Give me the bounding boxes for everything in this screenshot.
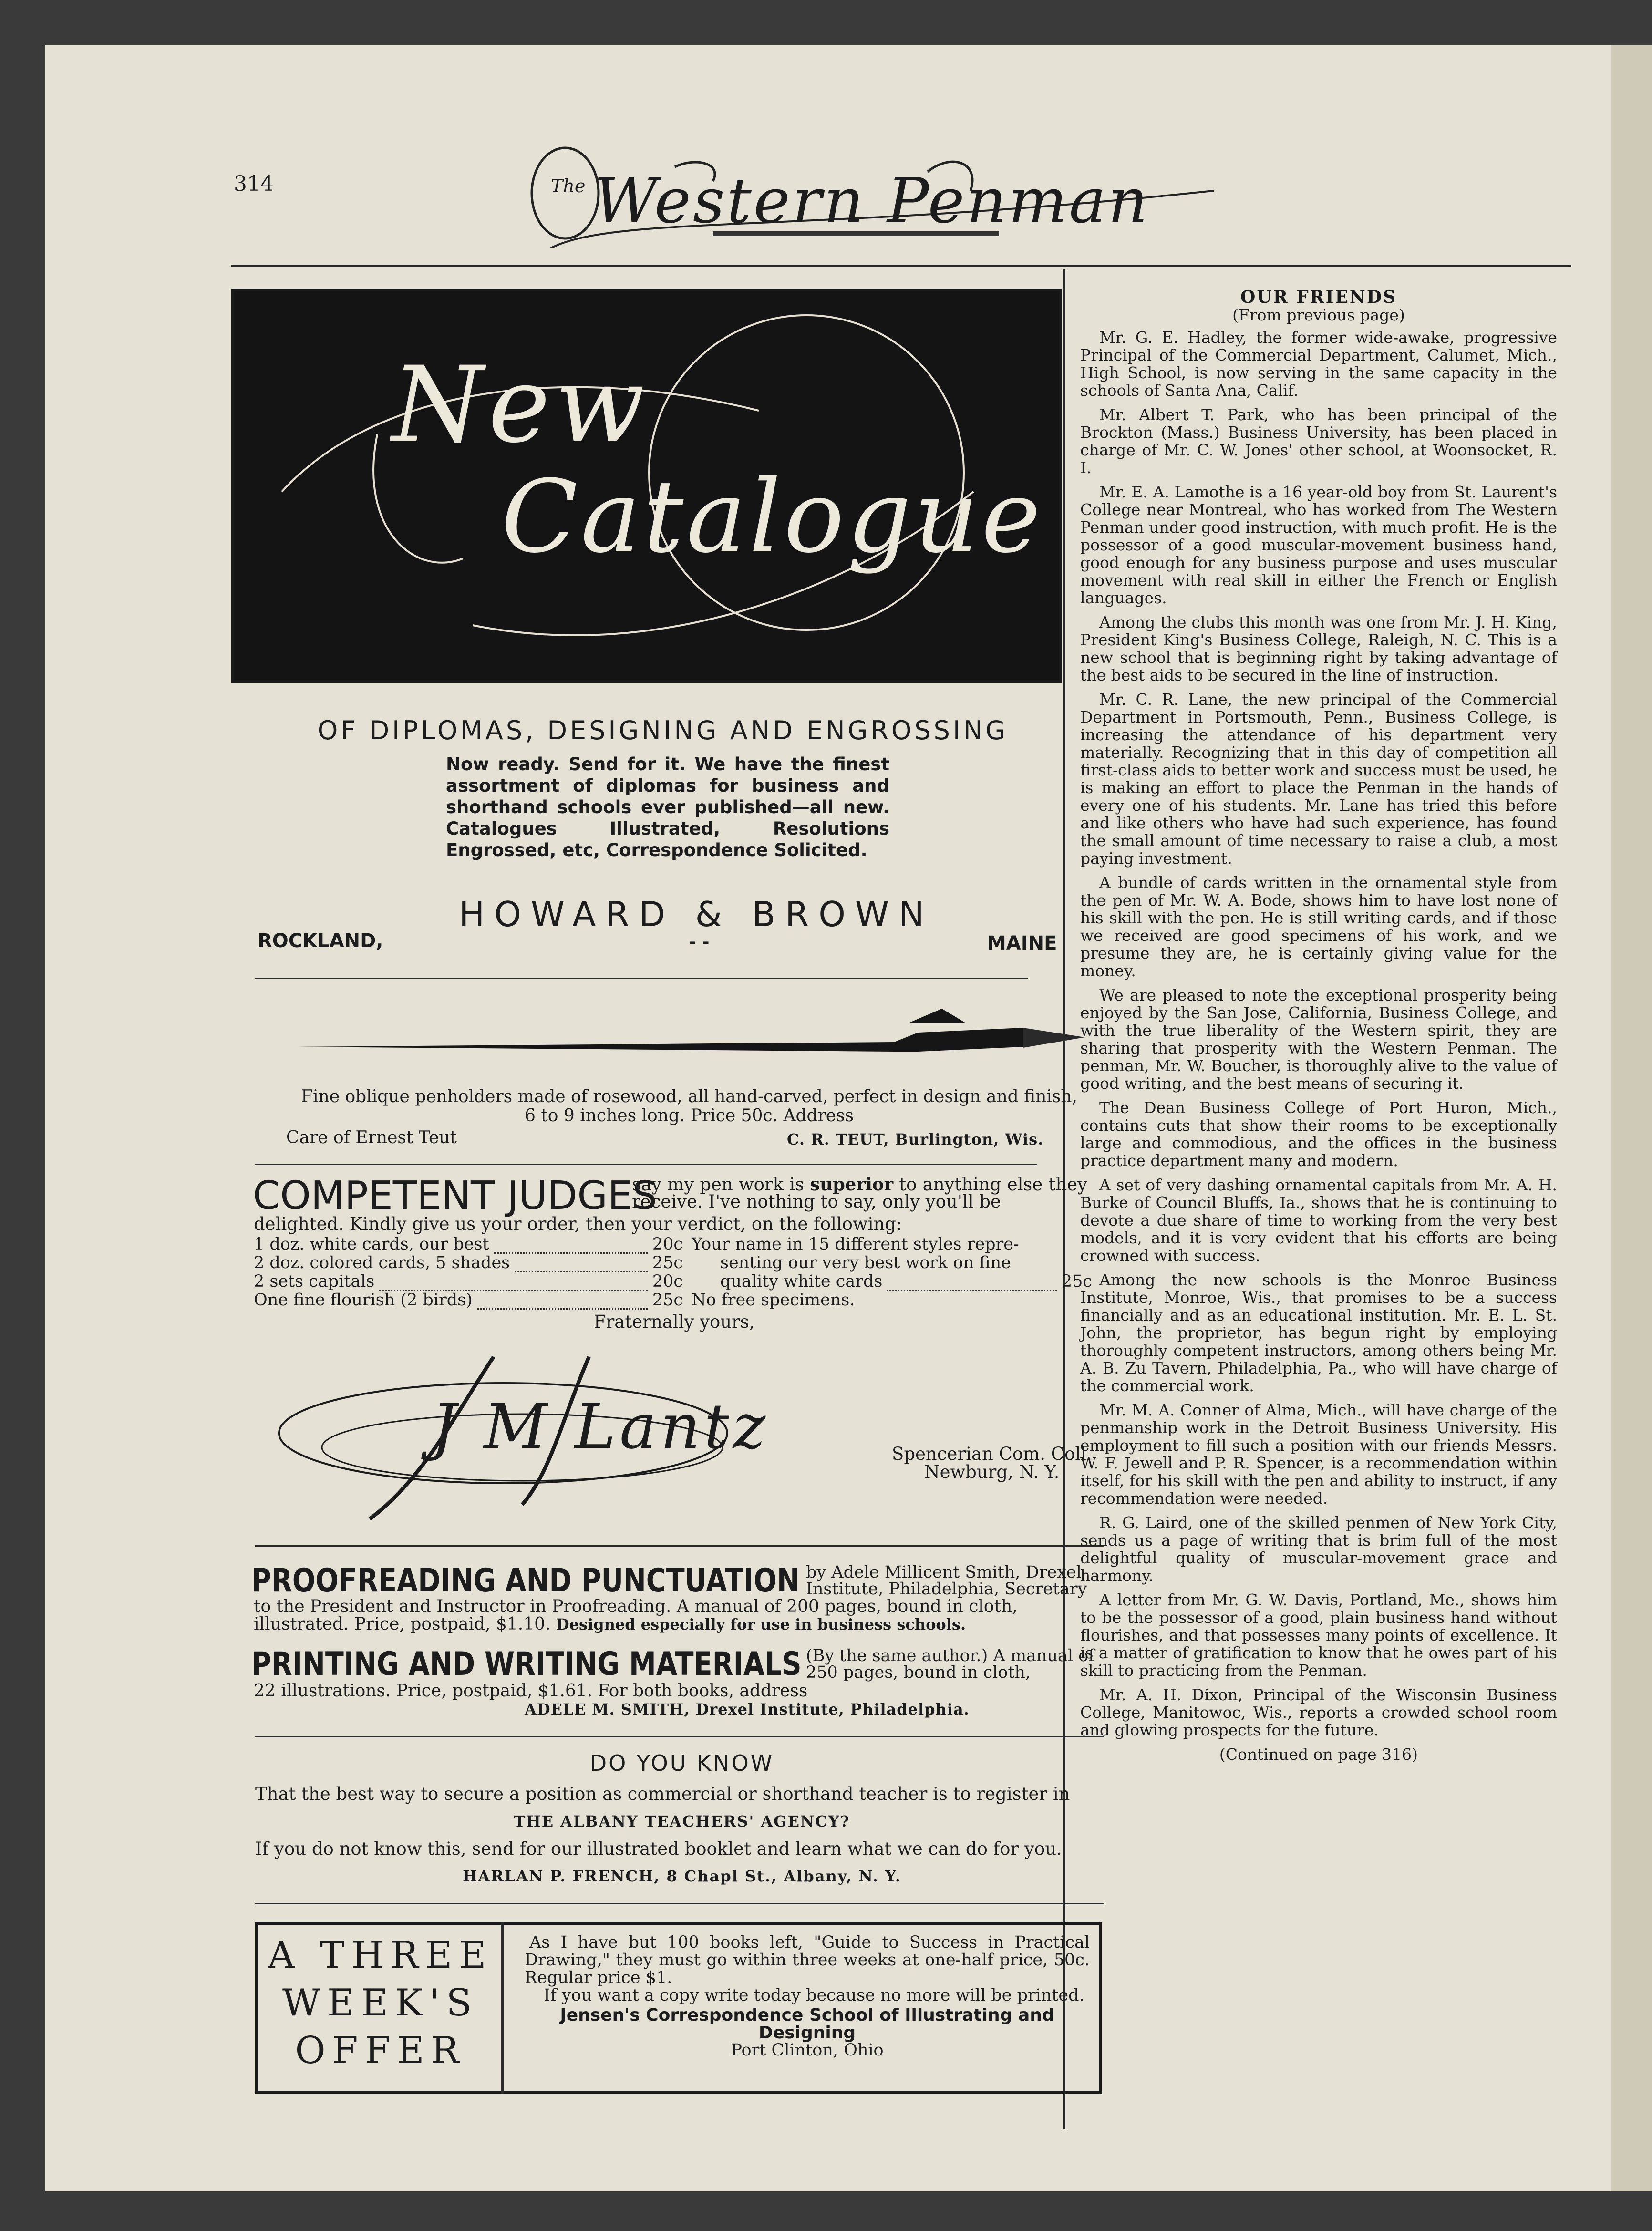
catalogue-body: Now ready. Send for it. We have the finest assortment of diplomas for business and shorthand schools ever published—all new. Catalogues Illustrated, Resolutions Engrossed, etc, Correspondence Solicited. xyxy=(446,754,889,860)
page-edge xyxy=(1611,45,1652,2191)
proofreading-emphasis: Designed especially for use in business schools. xyxy=(556,1615,966,1633)
masthead xyxy=(522,138,1238,248)
penholder-care-of: Care of Ernest Teut xyxy=(286,1128,457,1147)
teachers-line2: If you do not know this, send for our illustrated booklet and learn what we can do for you. xyxy=(255,1839,1062,1859)
judges-extra xyxy=(692,1235,1092,1310)
judges-lead-bold: superior xyxy=(810,1174,894,1195)
friends-paragraph: Mr. G. E. Hadley, the former wide-awake, progressive Principal of the Commercial Department, Calumet, Mich., High School, is now serving in the same capacity in the schools of Santa Ana, Calif. xyxy=(1080,328,1557,400)
extra-price-row: quality white cards 25c xyxy=(720,1272,1092,1291)
masthead-title: Western Penman xyxy=(594,165,1150,237)
firm-state: MAINE xyxy=(987,932,1057,954)
offer-town: Port Clinton, Ohio xyxy=(731,2041,884,2060)
price-item: 2 doz. colored cards, 5 shades 25c xyxy=(254,1253,683,1272)
our-friends-column xyxy=(1080,289,1557,1763)
rule-5 xyxy=(255,1903,1104,1904)
extra-line: senting our very best work on fine xyxy=(720,1253,1011,1272)
header-rule xyxy=(231,265,1571,267)
friends-paragraph: Among the clubs this month was one from Mr. J. H. King, President King's Business College, Raleigh, N. C. This is a new school that is beginning right by taking advantage of the best aids to be secured in the line of instruction. xyxy=(1080,613,1557,684)
printing-side: (By the same author.) A manual of 250 pages, bound in cloth, xyxy=(806,1646,1095,1682)
friends-paragraph: Among the new schools is the Monroe Business Institute, Monroe, Wis., that promises to be a success financially and as an educational institution. Mr. E. L. St. John, the proprietor, has begun right by employing thoroughly competent instructors, among others being Mr. A. B. Zu Tavern, Philadelphia, Pa., who will have charge of the commercial work. xyxy=(1080,1270,1557,1395)
printing-heading: PRINTING AND WRITING MATERIALS xyxy=(251,1645,802,1683)
rule-2 xyxy=(255,1164,1037,1165)
judges-school: Spencerian Com. Coll. Newburg, N. Y. xyxy=(892,1444,1092,1482)
friends-paragraph: A letter from Mr. G. W. Davis, Portland, Me., shows him to be the possessor of a good, plain business hand without flourishes, and that possesses many points of excellence. It is a matter of gratification to know that he owes part of his skill to practicing from the Penman. xyxy=(1080,1591,1557,1680)
price-item: One fine flourish (2 birds) 25c xyxy=(254,1291,683,1310)
price-item: 2 sets capitals 20c xyxy=(254,1272,683,1291)
offer-text-2: If you want a copy write today because no more will be printed. xyxy=(544,1986,1084,2005)
magazine-page xyxy=(45,45,1611,2191)
printing-address: ADELE M. SMITH, Drexel Institute, Philadelphia. xyxy=(525,1700,970,1718)
firm-name: HOWARD & BROWN xyxy=(459,894,934,934)
extra-line: Your name in 15 different styles repre- xyxy=(692,1235,1019,1254)
friends-paragraph: Mr. C. R. Lane, the new principal of the Commercial Department in Portsmouth, Penn., Business College, is increasing the attendance of his department very materially. Recognizing that in this day of competition all first-class aids to better work and success must be used, he is making an effort to place the Penman in the hands of every one of his students. Mr. Lane has tried this before and like others who have had such experience, has found the small amount of time necessary to raise a club, a most paying investment. xyxy=(1080,690,1557,868)
rule-4 xyxy=(255,1736,1104,1737)
friends-title: OUR FRIENDS xyxy=(1240,287,1397,307)
penholder-illustration xyxy=(298,994,1085,1066)
judges-price-list xyxy=(254,1235,683,1310)
friends-paragraph: Mr. A. H. Dixon, Principal of the Wisconsin Business College, Manitowoc, Wis., reports a crowded school room and glowing prospects for the future. xyxy=(1080,1685,1557,1739)
masthead-prefix: The xyxy=(551,176,586,196)
judges-intro: delighted. Kindly give us your order, then your verdict, on the following: xyxy=(254,1214,902,1234)
banner-word-new: New xyxy=(392,344,650,466)
catalogue-subtitle: OF DIPLOMAS, DESIGNING AND ENGROSSING xyxy=(317,715,1009,745)
friends-subtitle: (From previous page) xyxy=(1232,306,1405,324)
proofreading-body: to the President and Instructor in Proofreading. A manual of 200 pages, bound in cloth, illustrated. Price, postpaid, $1.10. Designed especially for use in business schools. xyxy=(254,1597,1018,1634)
penholder-address: C. R. TEUT, Burlington, Wis. xyxy=(787,1130,1044,1148)
rule-1 xyxy=(255,978,1028,979)
judges-heading: COMPETENT JUDGES xyxy=(253,1173,657,1219)
firm-city: ROCKLAND, xyxy=(258,930,383,952)
friends-continued: (Continued on page 316) xyxy=(1219,1745,1418,1764)
price-item: 1 doz. white cards, our best 20c xyxy=(254,1235,683,1254)
page-number: 314 xyxy=(234,172,274,196)
rule-3 xyxy=(255,1545,1104,1547)
teachers-agency: THE ALBANY TEACHERS' AGENCY? xyxy=(514,1812,850,1830)
offer-text xyxy=(525,1934,1090,2059)
friends-paragraph: A bundle of cards written in the ornamental style from the pen of Mr. W. A. Bode, shows him to have lost none of his skill with the pen. He is still writing cards, and if those we received are good specimens of his work, and we presume they are, he is certainly giving value for the money. xyxy=(1080,873,1557,980)
friends-paragraph: Mr. M. A. Conner of Alma, Mich., will have charge of the penmanship work in the Detroit Business University. His employment to fill such a position with our friends Messrs. W. F. Jewell and P. R. Spencer, is a recommendation within itself, for his skill with the pen and ability to instruct, if any recommendation were needed. xyxy=(1080,1401,1557,1508)
signature: J M Lantz xyxy=(432,1390,770,1463)
friends-paragraphs xyxy=(1080,329,1557,1739)
penholder-text: Fine oblique penholders made of rosewood, all hand-carved, perfect in design and finish, 6 to 9 inches long. Price 50c. Address xyxy=(301,1087,1077,1126)
proofreading-heading: PROOFREADING AND PUNCTUATION xyxy=(251,1562,800,1600)
offer-school: Jensen's Correspondence School of Illustrating and Designing xyxy=(560,2005,1054,2043)
catalogue-banner xyxy=(231,289,1062,683)
judges-lead-a: say my pen work is xyxy=(632,1174,810,1195)
offer-text-1: As I have but 100 books left, "Guide to Success in Practical Drawing," they must go within three weeks at one-half price, 50c. Regular price $1. xyxy=(525,1933,1090,1987)
banner-word-catalogue: Catalogue xyxy=(501,458,1044,575)
teachers-heading: DO YOU KNOW xyxy=(589,1750,774,1776)
friends-paragraph: R. G. Laird, one of the skilled penmen of New York City, sends us a page of writing that is brim full of the most delightful quality of muscular-movement grace and harmony. xyxy=(1080,1513,1557,1585)
offer-divider xyxy=(501,1922,504,2094)
proofreading-side: by Adele Millicent Smith, Drexel Institute, Philadelphia, Secretary xyxy=(806,1563,1087,1599)
offer-title-line: WEEK'S xyxy=(282,1982,479,2024)
offer-title xyxy=(260,1931,501,2075)
friends-paragraph: Mr. Albert T. Park, who has been principal of the Brockton (Mass.) Business University, has been placed in charge of Mr. C. W. Jones' other school, at Woonsocket, R. I. xyxy=(1080,405,1557,477)
teachers-address: HARLAN P. FRENCH, 8 Chapl St., Albany, N. Y. xyxy=(463,1867,901,1885)
offer-title-line: A THREE xyxy=(268,1934,493,1977)
printing-body: 22 illustrations. Price, postpaid, $1.61. For both books, address xyxy=(254,1681,808,1701)
friends-paragraph: The Dean Business College of Port Huron, Mich., contains cuts that show their rooms to be exceptionally large and commodious, and the offices in the business practice department many and modern. xyxy=(1080,1098,1557,1170)
judges-lead xyxy=(632,1176,1087,1210)
extra-line: No free specimens. xyxy=(692,1291,855,1310)
firm-dash: - - xyxy=(689,932,710,952)
teachers-line1: That the best way to secure a position as commercial or shorthand teacher is to register in xyxy=(255,1784,1070,1804)
judges-lead-b: to anything else they receive. I've nothing to say, only you'll be xyxy=(632,1174,1088,1212)
friends-paragraph: A set of very dashing ornamental capitals from Mr. A. H. Burke of Council Bluffs, Ia., shows that he is continuing to devote a due share of time to working from the very best models, and it is very evident that his efforts are being crowned with success. xyxy=(1080,1176,1557,1265)
friends-paragraph: Mr. E. A. Lamothe is a 16 year-old boy from St. Laurent's College near Montreal, who has worked from The Western Penman under good instruction, with much profit. He is the possessor of a good muscular-movement business hand, good enough for any business purpose and uses muscular movement with real skill in either the French or English languages. xyxy=(1080,483,1557,607)
judges-closing: Fraternally yours, xyxy=(594,1312,755,1332)
offer-title-line: OFFER xyxy=(295,2029,466,2072)
friends-paragraph: We are pleased to note the exceptional prosperity being enjoyed by the San Jose, California, Business College, and with the true liberality of the Western spirit, they are sharing that prosperity with the Western Penman. The penman, Mr. W. Boucher, is thoroughly alive to the value of good writing, and the best means of securing it. xyxy=(1080,986,1557,1093)
